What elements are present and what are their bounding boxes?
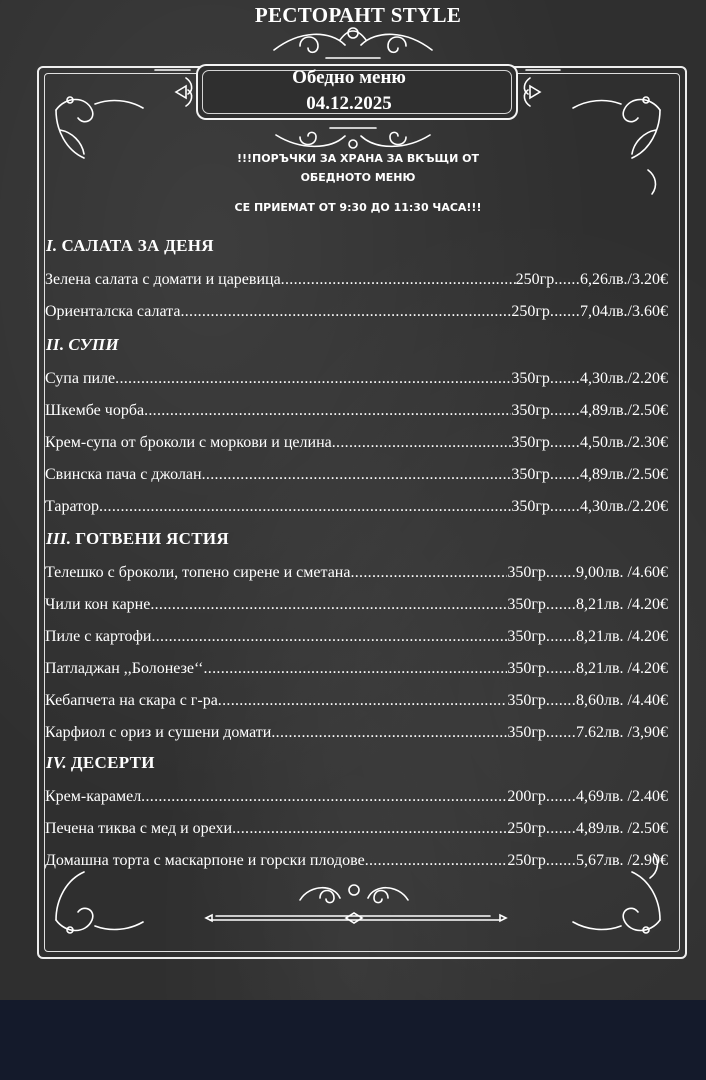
dot-gap: ....... [545, 692, 577, 709]
item-weight: 350гр [511, 402, 550, 419]
page-bottom-band [0, 1000, 706, 1080]
dot-gap: ....... [549, 402, 581, 419]
dot-gap: ....... [549, 434, 581, 451]
item-name: Кебапчета на скара с г-ра [45, 692, 218, 709]
menu-item-row [45, 691, 668, 711]
menu-item-row [45, 723, 668, 743]
notice-line-3: СЕ ПРИЕМАТ ОТ 9:30 ДО 11:30 ЧАСА!!! [234, 201, 482, 214]
item-name: Таратор [45, 498, 99, 515]
section-title: САЛАТА ЗА ДЕНЯ [61, 236, 214, 255]
menu-item-row [45, 497, 668, 517]
item-name: Патладжан ,,Болонезе‘‘ [45, 660, 204, 677]
item-name: Супа пиле [45, 370, 116, 387]
dot-leader [144, 401, 511, 421]
notice-line-1: !!!ПОРЪЧКИ ЗА ХРАНА ЗА ВКЪЩИ ОТ [236, 152, 480, 165]
item-weight: 350гр [511, 466, 550, 483]
dot-leader [141, 787, 507, 807]
dot-gap: ....... [549, 303, 581, 320]
item-name: Чили кон карне [45, 596, 151, 613]
item-name: Ориенталска салата [45, 303, 181, 320]
item-weight: 350гр [507, 660, 546, 677]
item-name: Крем-супа от броколи с моркови и целина [45, 434, 332, 451]
dot-gap: ....... [549, 466, 581, 483]
dot-leader [218, 691, 508, 711]
item-weight: 250гр [507, 820, 546, 837]
item-price: 4,89лв. /2.50€ [576, 820, 668, 837]
item-name: Телешко с броколи, топено сирене и сметана [45, 564, 351, 581]
dot-leader [99, 497, 511, 517]
dot-leader [150, 595, 507, 615]
dot-leader [350, 563, 507, 583]
item-price: 7,04лв./3.60€ [580, 303, 668, 320]
dot-leader [151, 627, 507, 647]
section-heading-desserts [46, 753, 155, 773]
item-weight: 350гр [507, 596, 546, 613]
item-price: 8,60лв. /4.40€ [576, 692, 668, 709]
dot-leader [204, 659, 508, 679]
notice-line-2: ОБЕДНОТО МЕНЮ [300, 171, 416, 184]
dot-gap: ....... [545, 628, 577, 645]
section-number: II. [46, 335, 65, 354]
item-price: 9,00лв. /4.60€ [576, 564, 668, 581]
item-price: 4,50лв./2.30€ [580, 434, 668, 451]
item-name: Зелена салата с домати и царевица [45, 271, 281, 288]
restaurant-name: РЕСТОРАНТ STYLE [254, 3, 462, 27]
item-weight: 350гр [507, 628, 546, 645]
item-price: 6,26лв./3.20€ [580, 271, 668, 288]
dot-leader [202, 465, 512, 485]
menu-item-row [45, 819, 668, 839]
menu-item-row [45, 787, 668, 807]
dot-leader [281, 270, 516, 290]
item-weight: 200гр [507, 788, 546, 805]
dot-gap: ....... [545, 596, 577, 613]
menu-item-row [45, 401, 668, 421]
item-price: 4,69лв. /2.40€ [576, 788, 668, 805]
section-title: ДЕСЕРТИ [70, 753, 155, 772]
item-price: 8,21лв. /4.20€ [576, 596, 668, 613]
section-heading-salads [46, 236, 214, 256]
item-price: 4,30лв./2.20€ [580, 370, 668, 387]
dot-leader [180, 302, 511, 322]
dot-gap: ...... [554, 271, 581, 288]
menu-item-row [45, 465, 668, 485]
item-weight: 250гр [507, 852, 546, 869]
item-weight: 350гр [511, 498, 550, 515]
section-number: III. [46, 529, 72, 548]
section-heading-main-dishes [46, 529, 229, 549]
menu-item-row [45, 302, 668, 322]
dot-gap: ....... [549, 498, 581, 515]
item-weight: 350гр [511, 370, 550, 387]
item-name: Домашна торта с маскарпоне и горски плодове [45, 852, 365, 869]
item-price: 4,89лв./2.50€ [580, 466, 668, 483]
menu-item-row [45, 659, 668, 679]
dot-leader [232, 819, 507, 839]
dot-leader [115, 369, 511, 389]
item-name: Свинска пача с джолан [45, 466, 202, 483]
dot-gap: ....... [549, 370, 581, 387]
menu-date: 04.12.2025 [306, 93, 392, 114]
item-price: 8,21лв. /4.20€ [576, 628, 668, 645]
menu-item-row [45, 627, 668, 647]
menu-item-row [45, 595, 668, 615]
item-name: Печена тиква с мед и орехи [45, 820, 233, 837]
dot-gap: ....... [545, 724, 577, 741]
item-weight: 350гр [511, 434, 550, 451]
item-price: 8,21лв. /4.20€ [576, 660, 668, 677]
section-heading-soups [46, 335, 119, 355]
menu-item-row [45, 369, 668, 389]
item-price: 7.62лв. /3,90€ [576, 724, 668, 741]
item-price: 4,30лв./2.20€ [580, 498, 668, 515]
section-number: I. [46, 236, 58, 255]
menu-item-row [45, 851, 668, 871]
item-price: 4,89лв./2.50€ [580, 402, 668, 419]
item-name: Крем-карамел [45, 788, 142, 805]
dot-gap: ....... [545, 564, 577, 581]
item-weight: 250гр [511, 303, 550, 320]
top-flourish-ornament [274, 28, 432, 58]
menu-item-row [45, 270, 668, 290]
dot-gap: ....... [545, 660, 577, 677]
item-weight: 350гр [507, 692, 546, 709]
section-number: IV. [46, 753, 67, 772]
item-name: Пиле с картофи [45, 628, 152, 645]
dot-gap: ....... [545, 820, 577, 837]
item-name: Шкембе чорба [45, 402, 145, 419]
item-weight: 350гр [507, 564, 546, 581]
menu-item-row [45, 563, 668, 583]
section-title: ГОТВЕНИ ЯСТИЯ [75, 529, 229, 548]
item-weight: 350гр [507, 724, 546, 741]
dot-leader [332, 433, 512, 453]
dot-leader [365, 851, 508, 871]
menu-title: Обедно меню [292, 67, 406, 88]
section-title: СУПИ [68, 335, 119, 354]
item-weight: 250гр [515, 271, 555, 288]
dot-gap: ....... [545, 852, 577, 869]
item-name: Карфиол с ориз и сушени домати [45, 724, 272, 741]
menu-item-row [45, 433, 668, 453]
dot-leader [271, 723, 507, 743]
dot-gap: ....... [545, 788, 577, 805]
item-price: 5,67лв. /2.90€ [576, 852, 668, 869]
